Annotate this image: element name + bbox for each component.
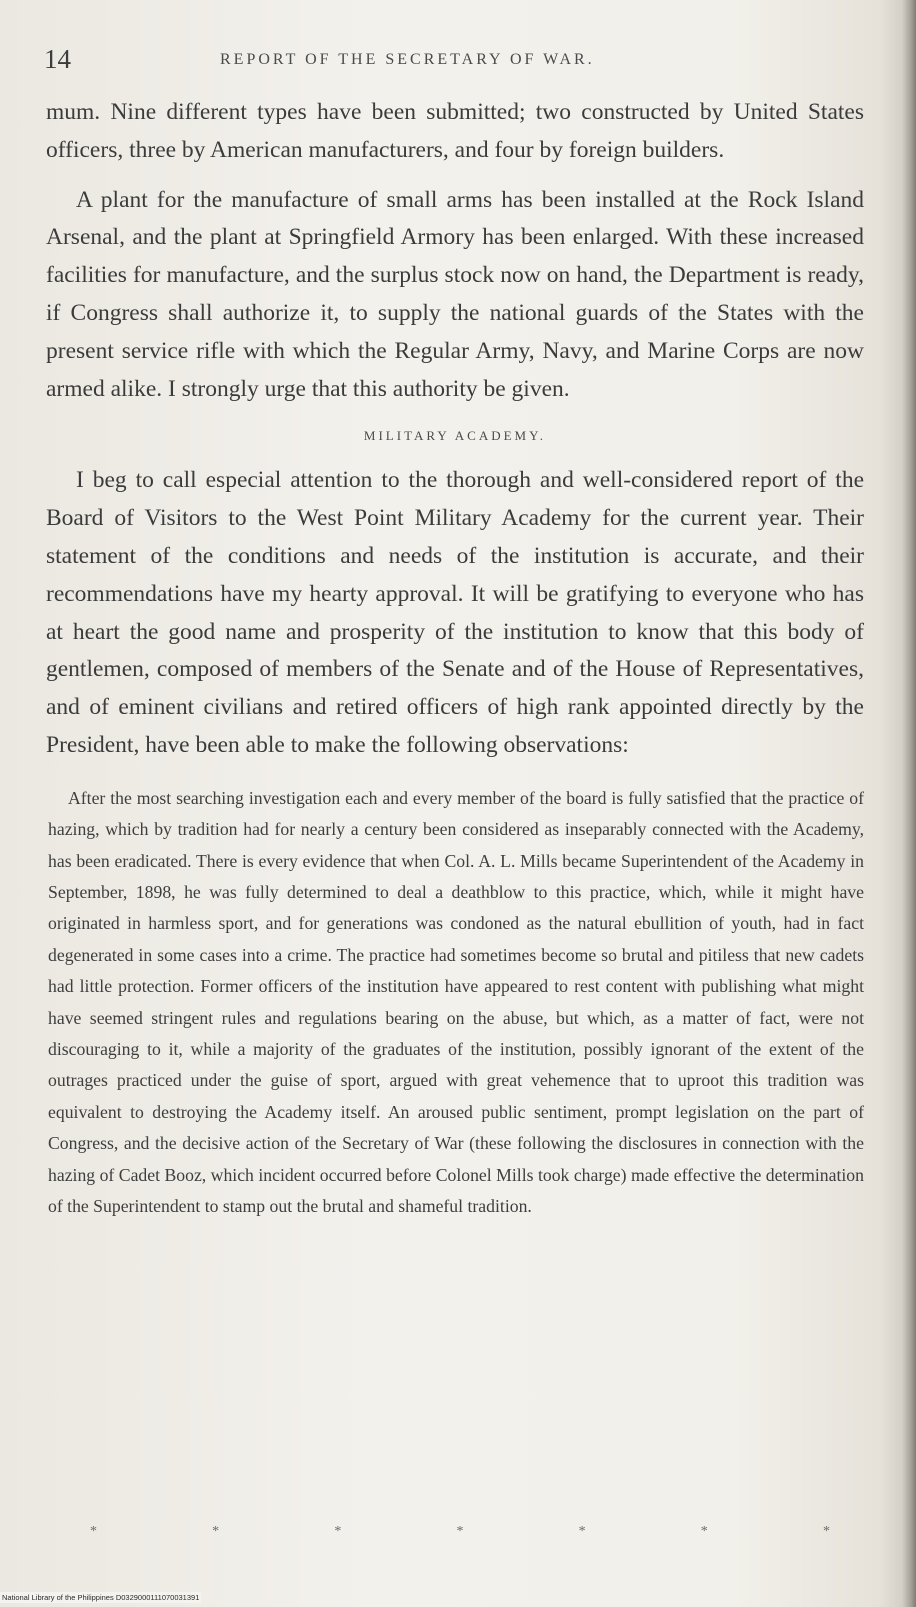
ellipsis-star: *: [456, 1524, 464, 1539]
page-header: [44, 44, 868, 78]
ellipsis-star: *: [212, 1524, 220, 1539]
ellipsis-star: *: [334, 1524, 342, 1539]
quoted-observations: After the most searching investigation each and every member of the board is fully satisfied that the practice of hazing, which by tradition had for nearly a century been considered as inseparably connected with the Academy, has been eradicated. There is every evidence that when Col. A. L. Mills became Superintendent of the Academy in September, 1898, he was fully determined to deal a deathblow to this practice, which, while it might have originated in harmless sport, and for generations was condoned as the natural ebullition of youth, had in fact degenerated in some cases into a crime. The practice had sometimes become so brutal and pitiless that new cadets had little protection. Former officers of the institution have appeared to rest content with publishing what might have seemed stringent rules and regulations bearing on the abuse, but which, as a matter of fact, were not discouraging to it, while a majority of the graduates of the institution, possibly ignorant of the extent of the outrages practiced under the guise of sport, argued with great vehemence that to uproot this tradition was equivalent to destroying the Academy itself. An aroused public sentiment, prompt legislation on the part of Congress, and the decisive action of the Secretary of War (these following the disclosures in connection with the hazing of Cadet Booz, which incident occurred before Colonel Mills took charge) made effective the determination of the Superintendent to stamp out the brutal and shameful tradition.: [48, 787, 864, 1217]
scan-source-footer: National Library of the Philippines D0329000111070031391: [2, 1593, 200, 1602]
ellipsis-row: [90, 1524, 830, 1540]
page-number: 14: [44, 44, 71, 74]
ellipsis-star: *: [578, 1524, 586, 1539]
ellipsis-star: *: [700, 1524, 708, 1539]
paragraph-continuation: mum. Nine different types have been submitted; two constructed by United States officers, three by American manufacturers, and four by foreign builders.: [46, 99, 864, 163]
paragraph-small-arms: A plant for the manufacture of small arms has been installed at the Rock Island Arsenal, and the plant at Springfield Armory has been enlarged. With these increased facilities for manufacture, and the surplus stock now on hand, the Department is ready, if Congress shall authorize it, to supply the national guards of the States with the present service rifle with which the Regular Army, Navy, and Marine Corps are now armed alike. I strongly urge that this authority be given.: [46, 186, 864, 402]
ellipsis-star: *: [822, 1524, 830, 1539]
section-heading-military-academy: MILITARY ACADEMY.: [363, 428, 547, 444]
running-head: REPORT OF THE SECRETARY OF WAR.: [220, 51, 595, 68]
binding-shadow: [902, 0, 916, 1607]
ellipsis-star: *: [90, 1524, 97, 1539]
paragraph-board-of-visitors: I beg to call especial attention to the thorough and well-considered report of the Board of Visitors to the West Point Military Academy for the current year. Their statement of the conditions and needs of the institution is accurate, and their recommendations have my hearty approval. It will be gratifying to everyone who has at heart the good name and prosperity of the institution to know that this body of gentlemen, composed of members of the Senate and of the House of Representatives, and of eminent civilians and retired officers of high rank appointed directly by the President, have been able to make the following observations:: [46, 467, 864, 758]
page-body: [46, 94, 864, 1240]
